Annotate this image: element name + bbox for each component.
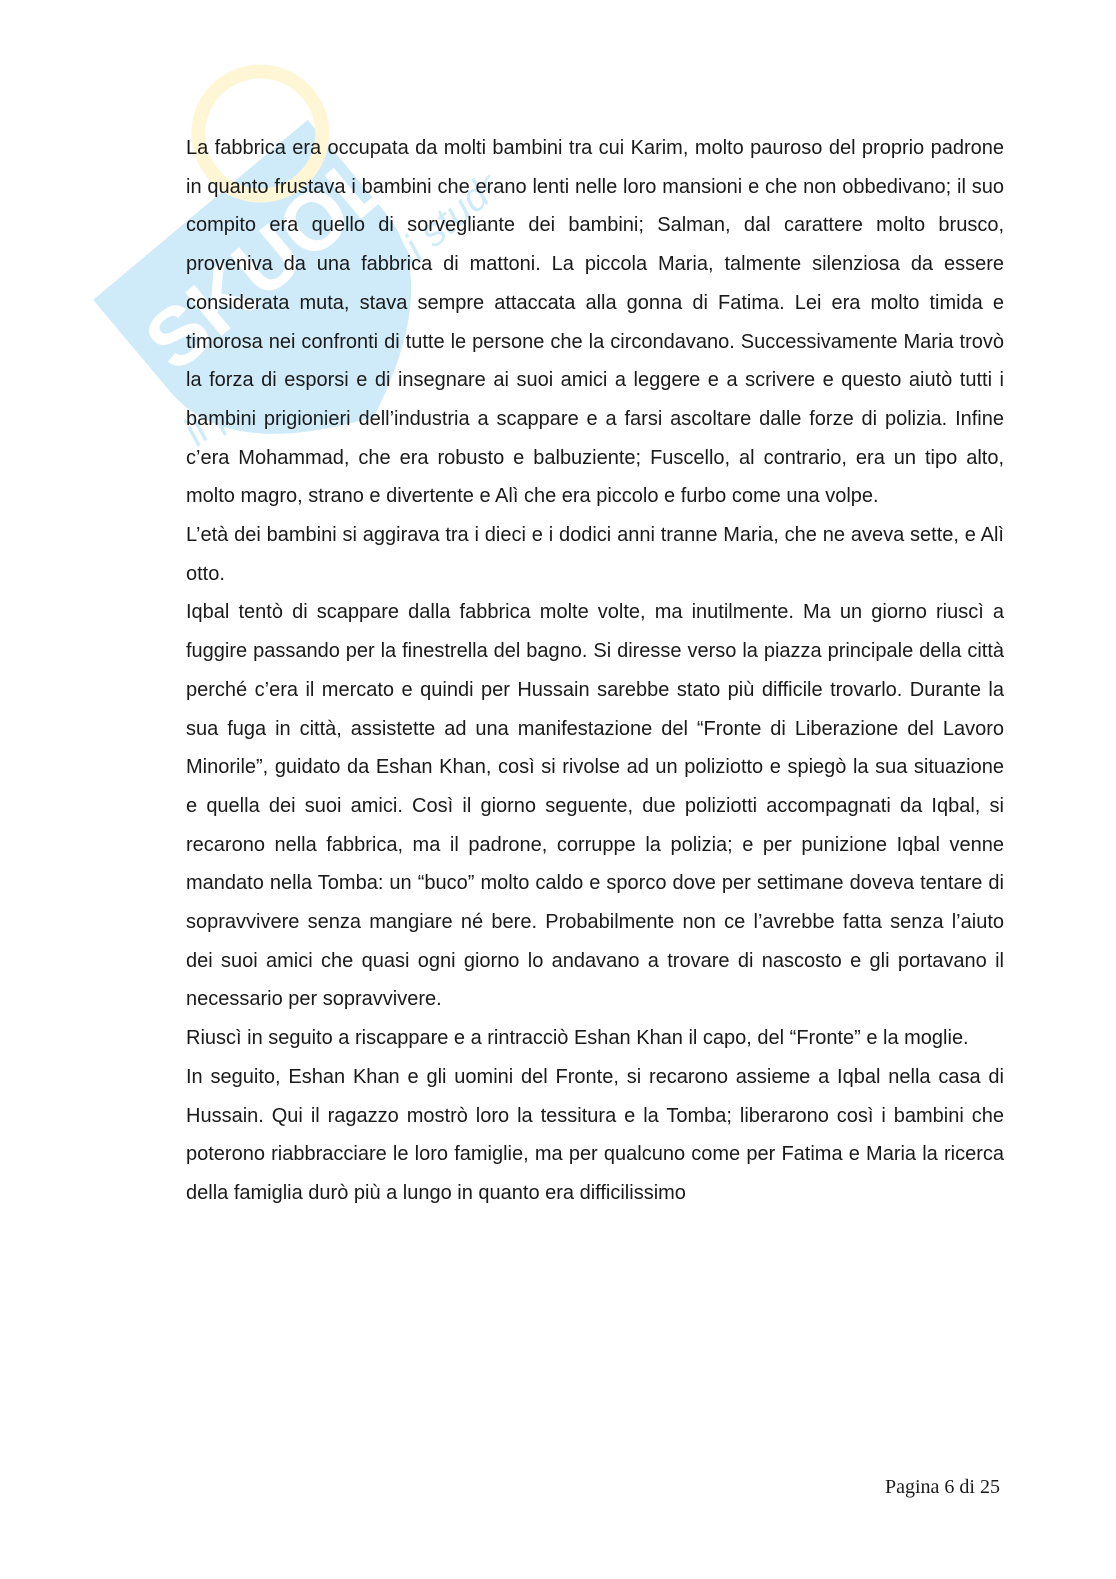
watermark-tagline: il primo sito degli studenti bbox=[174, 131, 490, 455]
paragraph-4: Riuscì in seguito a riscappare e a rintracciò Eshan Khan il capo, del “Fronte” e la moglie. bbox=[186, 1027, 969, 1050]
paragraph-2: L’età dei bambini si aggirava tra i dieci e i dodici anni tranne Maria, che ne aveva sette, e Alì otto. bbox=[186, 524, 1004, 585]
paragraph-3: Iqbal tentò di scappare dalla fabbrica molte volte, ma inutilmente. Ma un giorno riuscì a fuggire passando per la finestrella del bagno. Si diresse verso la piazza principale della città perché c’era il mercato e quindi per Hussain sarebbe stato più difficile trovarlo. Durante la sua fuga in città, assistette ad una manifestazione del “Fronte di Liberazione del Lavoro Minorile”, guidato da Eshan Khan, così si rivolse ad un poliziotto e spiegò la sua situazione e quella dei suoi amici. Così il giorno seguente, due poliziotti accompagnati da Iqbal, si recarono nella fabbrica, ma il padrone, corruppe la polizia; e per punizione Iqbal venne mandato nella Tomba: un “buco” molto caldo e sporco dove per settimane doveva tentare di sopravvivere senza mangiare né bere. Probabilmente non ce l’avrebbe fatta senza l’aiuto dei suoi amici che quasi ogni giorno lo andavano a trovare di nascosto e gli portavano il necessario per sopravvivere. bbox=[186, 601, 1004, 1011]
document-body bbox=[186, 129, 1004, 1213]
paragraph-1: La fabbrica era occupata da molti bambini tra cui Karim, molto pauroso del proprio padrone in quanto frustava i bambini che erano lenti nelle loro mansioni e che non obbedivano; il suo compito era quello di sorvegliante dei bambini; Salman, dal carattere molto brusco, proveniva da una fabbrica di mattoni. La piccola Maria, talmente silenziosa da essere considerata muta, stava sempre attaccata alla gonna di Fatima. Lei era molto timida e timorosa nei confronti di tutte le persone che la circondavano. Successivamente Maria trovò la forza di esporsi e di insegnare ai suoi amici a leggere e a scrivere e questo aiutò tutti i bambini prigionieri dell’industria a scappare e a farsi ascoltare dalle forze di polizia. Infine c’era Mohammad, che era robusto e balbuziente; Fuscello, al contrario, era un tipo alto, molto magro, strano e divertente e Alì che era piccolo e furbo come una volpe. bbox=[186, 137, 1004, 508]
paragraph-5: In seguito, Eshan Khan e gli uomini del Fronte, si recarono assieme a Iqbal nella casa di Hussain. Qui il ragazzo mostrò loro la tessitura e la Tomba; liberarono così i bambini che poterono riabbracciare le loro famiglie, ma per qualcuno come per Fatima e Maria la ricerca della famiglia durò più a lungo in quanto era difficilissimo bbox=[186, 1065, 1004, 1204]
watermark-brand: SKUOLA.net bbox=[128, 40, 490, 389]
page-number: Pagina 6 di 25 bbox=[885, 1476, 1000, 1498]
